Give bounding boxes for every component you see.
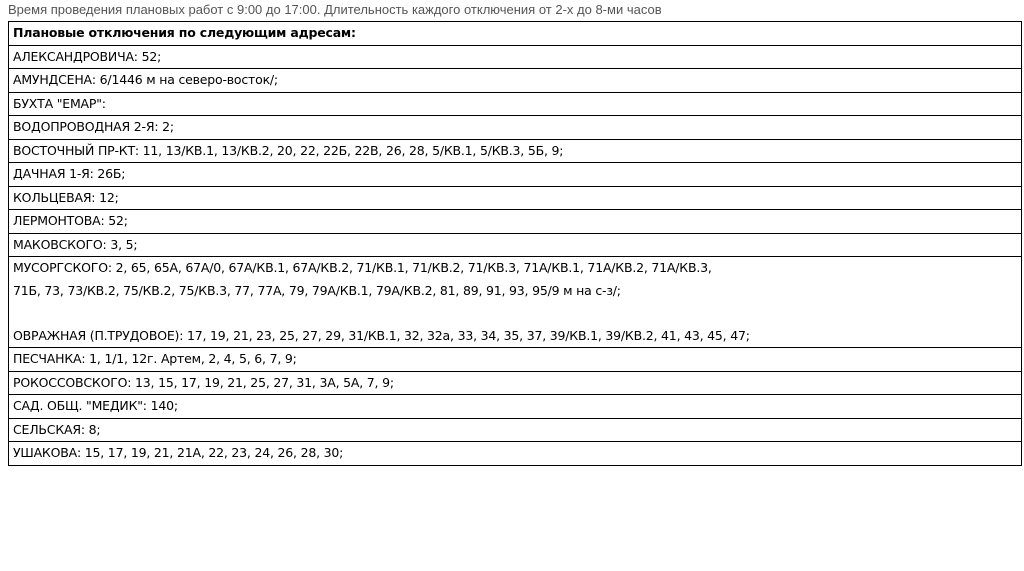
table-row-sad-medik: САД. ОБЩ. "МЕДИК": 140; [9, 395, 1021, 419]
table-row-lermontova: ЛЕРМОНТОВА: 52; [9, 210, 1021, 234]
ovrazhnaya-line: ОВРАЖНАЯ (П.ТРУДОВОЕ): 17, 19, 21, 23, 25, 27, 29, 31/КВ.1, 32, 32а, 33, 34, 35, 37, 39/КВ.1, 39/КВ.2, 41, 43, 45, 47; [13, 327, 750, 343]
table-row-musorgskogo-ovrazhnaya [9, 257, 1021, 348]
work-hours-notice: Время проведения плановых работ с 9:00 до 17:00. Длительность каждого отключения от 2-х до 8-ми часов [8, 2, 662, 17]
musorgskogo-line-2: 71Б, 73, 73/КВ.2, 75/КВ.2, 75/КВ.3, 77, 77А, 79, 79А/КВ.1, 79А/КВ.2, 81, 89, 91, 93, 95/9 м на с-з/; [13, 282, 621, 298]
table-row-aleksandrovicha: АЛЕКСАНДРОВИЧА: 52; [9, 46, 1021, 70]
table-row-rokossovskogo: РОКОССОВСКОГО: 13, 15, 17, 19, 21, 25, 27, 31, 3А, 5А, 7, 9; [9, 372, 1021, 396]
table-row-dachnaya: ДАЧНАЯ 1-Я: 26Б; [9, 163, 1021, 187]
outage-address-table [8, 21, 1022, 466]
table-row-ushakova: УШАКОВА: 15, 17, 19, 21, 21А, 22, 23, 24, 26, 28, 30; [9, 442, 1021, 466]
table-header: Плановые отключения по следующим адресам: [9, 22, 1021, 46]
musorgskogo-line-1: МУСОРГСКОГО: 2, 65, 65А, 67А/0, 67А/КВ.1, 67А/КВ.2, 71/КВ.1, 71/КВ.2, 71/КВ.3, 71А/КВ.1, 71А/КВ.2, 71А/КВ.3, [13, 260, 712, 275]
table-row-amundsena: АМУНДСЕНА: 6/1446 м на северо-восток/; [9, 69, 1021, 93]
table-row-selskaya: СЕЛЬСКАЯ: 8; [9, 419, 1021, 443]
table-row-vodoprovodnaya: ВОДОПРОВОДНАЯ 2-Я: 2; [9, 116, 1021, 140]
table-row-bukhta-emar: БУХТА "ЕМАР": [9, 93, 1021, 117]
table-row-peschanka: ПЕСЧАНКА: 1, 1/1, 12г. Артем, 2, 4, 5, 6, 7, 9; [9, 348, 1021, 372]
blank-line [13, 302, 1017, 325]
table-row-makovskogo: МАКОВСКОГО: 3, 5; [9, 234, 1021, 258]
table-row-vostochny: ВОСТОЧНЫЙ ПР-КТ: 11, 13/КВ.1, 13/КВ.2, 20, 22, 22Б, 22В, 26, 28, 5/КВ.1, 5/КВ.3, 5Б, 9; [9, 140, 1021, 164]
table-row-koltsevaya: КОЛЬЦЕВАЯ: 12; [9, 187, 1021, 211]
